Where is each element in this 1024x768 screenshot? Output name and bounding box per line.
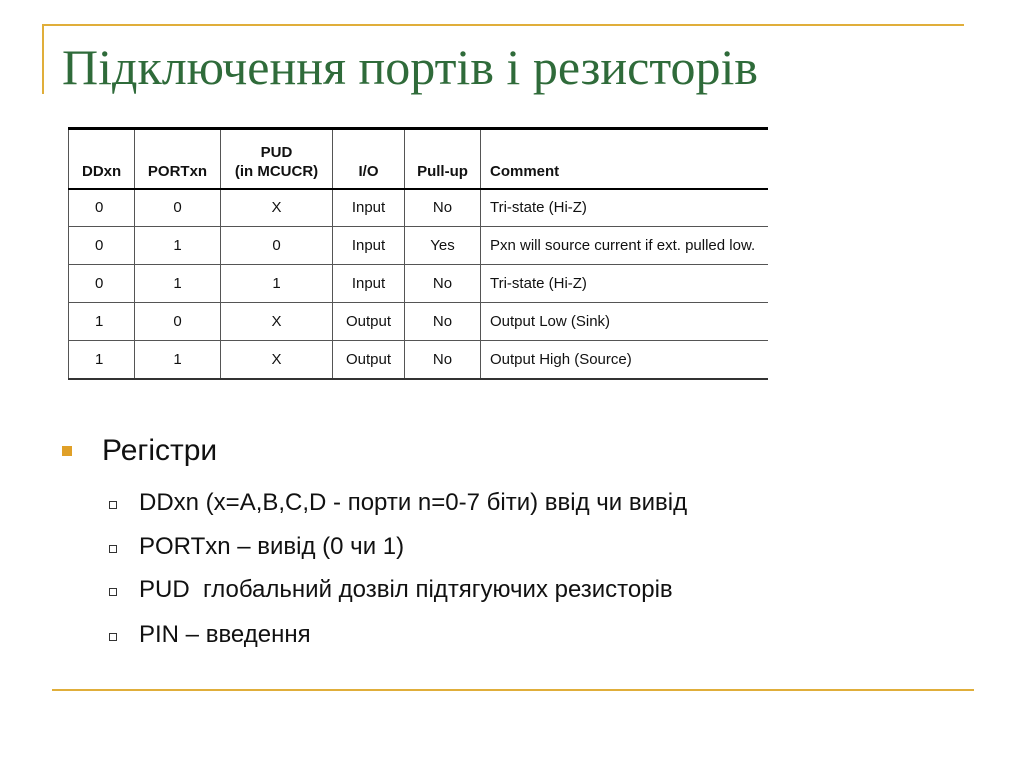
- hollow-square-bullet-icon: [109, 588, 117, 596]
- cell-io: Output: [333, 303, 405, 341]
- bullet-registers: [62, 434, 217, 468]
- cell-portxn: 0: [135, 189, 221, 227]
- slide-title: Підключення портів і резисторів: [62, 39, 759, 95]
- cell-comment: Tri-state (Hi-Z): [481, 265, 768, 303]
- hollow-square-bullet-icon: [109, 545, 117, 553]
- sub-bullet-text: PORTxn – вивід (0 чи 1): [139, 533, 405, 560]
- header-portxn: PORTxn: [135, 129, 221, 189]
- cell-pullup: No: [405, 265, 481, 303]
- sub-bullet-ddxn: [109, 489, 687, 517]
- table-row: [69, 341, 768, 379]
- cell-io: Input: [333, 227, 405, 265]
- cell-pud: 0: [221, 227, 333, 265]
- header-pud-line1: PUD: [260, 143, 293, 161]
- cell-comment: Tri-state (Hi-Z): [481, 189, 768, 227]
- cell-pullup: No: [405, 341, 481, 379]
- cell-portxn: 0: [135, 303, 221, 341]
- cell-comment: Pxn will source current if ext. pulled low.: [481, 227, 768, 265]
- header-comment: Comment: [481, 129, 768, 189]
- header-pud-line2: (in MCUCR): [234, 162, 319, 180]
- port-config-table-wrap: [68, 127, 767, 380]
- cell-pud: X: [221, 189, 333, 227]
- cell-pud: X: [221, 341, 333, 379]
- cell-ddxn: 1: [69, 341, 135, 379]
- cell-portxn: 1: [135, 341, 221, 379]
- left-rule: [42, 24, 44, 94]
- table-row: [69, 265, 768, 303]
- cell-pud: 1: [221, 265, 333, 303]
- cell-ddxn: 0: [69, 227, 135, 265]
- hollow-square-bullet-icon: [109, 633, 117, 641]
- sub-bullet-pin: [109, 621, 311, 649]
- filled-square-bullet-icon: [62, 446, 72, 456]
- hollow-square-bullet-icon: [109, 501, 117, 509]
- bottom-rule: [52, 689, 974, 691]
- sub-bullet-text: DDxn (x=A,B,C,D - порти n=0-7 біти) ввід чи вивід: [139, 489, 688, 516]
- cell-comment: Output High (Source): [481, 341, 768, 379]
- table-row: [69, 227, 768, 265]
- table-row: [69, 303, 768, 341]
- cell-ddxn: 1: [69, 303, 135, 341]
- top-rule: [42, 24, 964, 26]
- header-pullup: Pull-up: [405, 129, 481, 189]
- header-io: I/O: [333, 129, 405, 189]
- cell-comment: Output Low (Sink): [481, 303, 768, 341]
- cell-io: Input: [333, 265, 405, 303]
- port-config-table: [68, 127, 768, 380]
- sub-bullet-portxn: [109, 533, 404, 561]
- sub-bullet-text: PUD глобальний дозвіл підтягуючих резисторів: [139, 576, 673, 603]
- table-header-row: [69, 129, 768, 189]
- cell-io: Input: [333, 189, 405, 227]
- header-ddxn: DDxn: [69, 129, 135, 189]
- table-row: [69, 189, 768, 227]
- cell-pullup: No: [405, 189, 481, 227]
- cell-io: Output: [333, 341, 405, 379]
- sub-bullet-pud: [109, 576, 673, 604]
- cell-portxn: 1: [135, 265, 221, 303]
- cell-ddxn: 0: [69, 189, 135, 227]
- header-pud: [221, 129, 333, 189]
- cell-pullup: Yes: [405, 227, 481, 265]
- cell-pud: X: [221, 303, 333, 341]
- cell-ddxn: 0: [69, 265, 135, 303]
- sub-bullet-text: PIN – введення: [139, 621, 311, 648]
- bullet-registers-text: Регістри: [102, 434, 218, 467]
- cell-portxn: 1: [135, 227, 221, 265]
- cell-pullup: No: [405, 303, 481, 341]
